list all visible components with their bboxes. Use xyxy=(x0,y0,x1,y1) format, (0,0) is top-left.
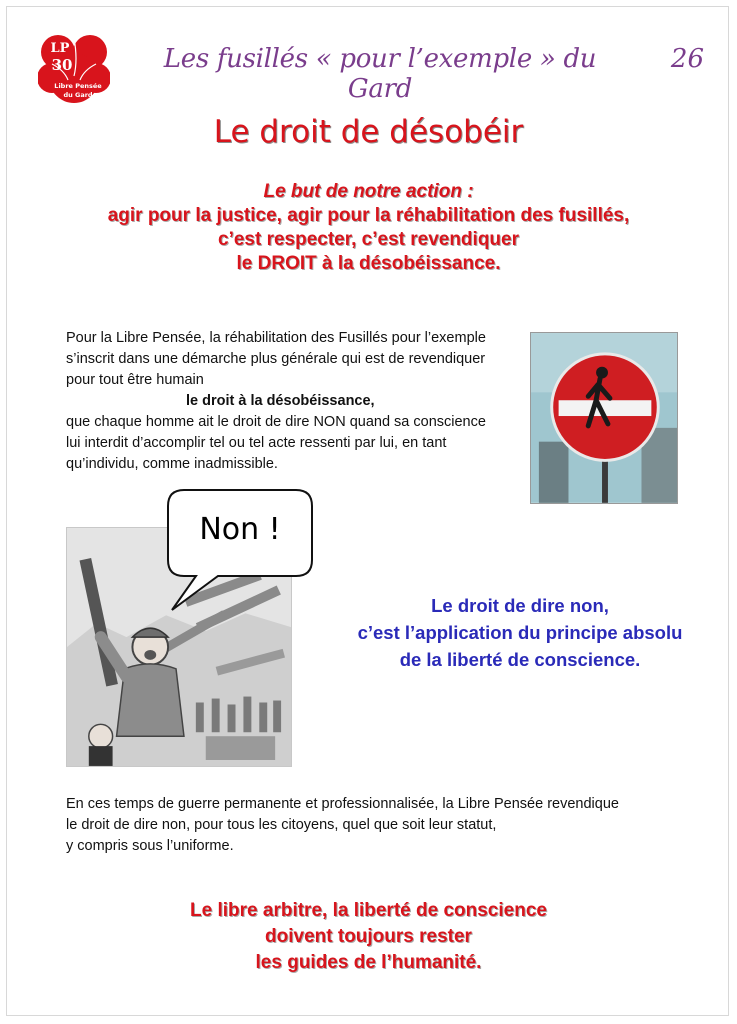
goal-line: agir pour la justice, agir pour la réhabilitation des fusillés, xyxy=(107,205,630,226)
libre-pensee-logo xyxy=(38,30,110,112)
intro-emphasis: le droit à la désobéissance, xyxy=(186,393,375,409)
closing-quote-line: Le libre arbitre, la liberté de conscience xyxy=(190,900,547,921)
page-frame xyxy=(6,6,729,1016)
logo-caption-1: Libre Pensée xyxy=(54,82,102,90)
intro-line: lui interdit d’accomplir tel ou tel acte ressenti par lui, en tant xyxy=(66,435,447,451)
right-quote xyxy=(320,592,720,673)
right-quote-line: de la liberté de conscience. xyxy=(399,649,641,670)
speech-bubble xyxy=(166,488,314,612)
intro-line: pour tout être humain xyxy=(66,372,204,388)
no-entry-sign-photo xyxy=(530,332,678,504)
closing-paragraph-line: y compris sous l’uniforme. xyxy=(66,838,234,854)
goal-block xyxy=(60,180,677,276)
logo-text-lp: LP xyxy=(50,41,70,56)
closing-paragraph-line: le droit de dire non, pour tous les citoyens, quel que soit leur statut, xyxy=(66,817,497,833)
right-quote-line: c’est l’application du principe absolu xyxy=(357,622,683,643)
closing-quote-line: les guides de l’humanité. xyxy=(255,952,482,973)
logo-caption-2: du Gard xyxy=(63,91,93,99)
speech-bubble-text: Non ! xyxy=(199,512,281,547)
right-quote-line: Le droit de dire non, xyxy=(431,595,609,616)
intro-line: Pour la Libre Pensée, la réhabilitation des Fusillés pour l’exemple xyxy=(66,330,486,346)
closing-paragraph xyxy=(66,794,686,857)
logo-text-number: 30 xyxy=(51,56,73,74)
goal-line: c’est respecter, c’est revendiquer xyxy=(218,229,519,250)
closing-quote xyxy=(60,898,677,976)
main-title: Le droit de désobéir xyxy=(213,114,524,150)
closing-quote-line: doivent toujours rester xyxy=(265,926,472,947)
goal-heading: Le but de notre action : xyxy=(263,181,474,202)
intro-line: qu’individu, comme inadmissible. xyxy=(66,456,278,472)
intro-line: s’inscrit dans une démarche plus générale qui est de revendiquer xyxy=(66,351,486,367)
intro-line: que chaque homme ait le droit de dire NON quand sa conscience xyxy=(66,414,486,430)
page-number: 26 xyxy=(670,44,704,74)
header-title: Les fusillés « pour l’exemple » du Gard xyxy=(163,44,597,104)
goal-line: le DROIT à la désobéissance. xyxy=(236,253,501,274)
intro-paragraph xyxy=(66,328,516,475)
closing-paragraph-line: En ces temps de guerre permanente et professionnalisée, la Libre Pensée revendique xyxy=(66,796,619,812)
